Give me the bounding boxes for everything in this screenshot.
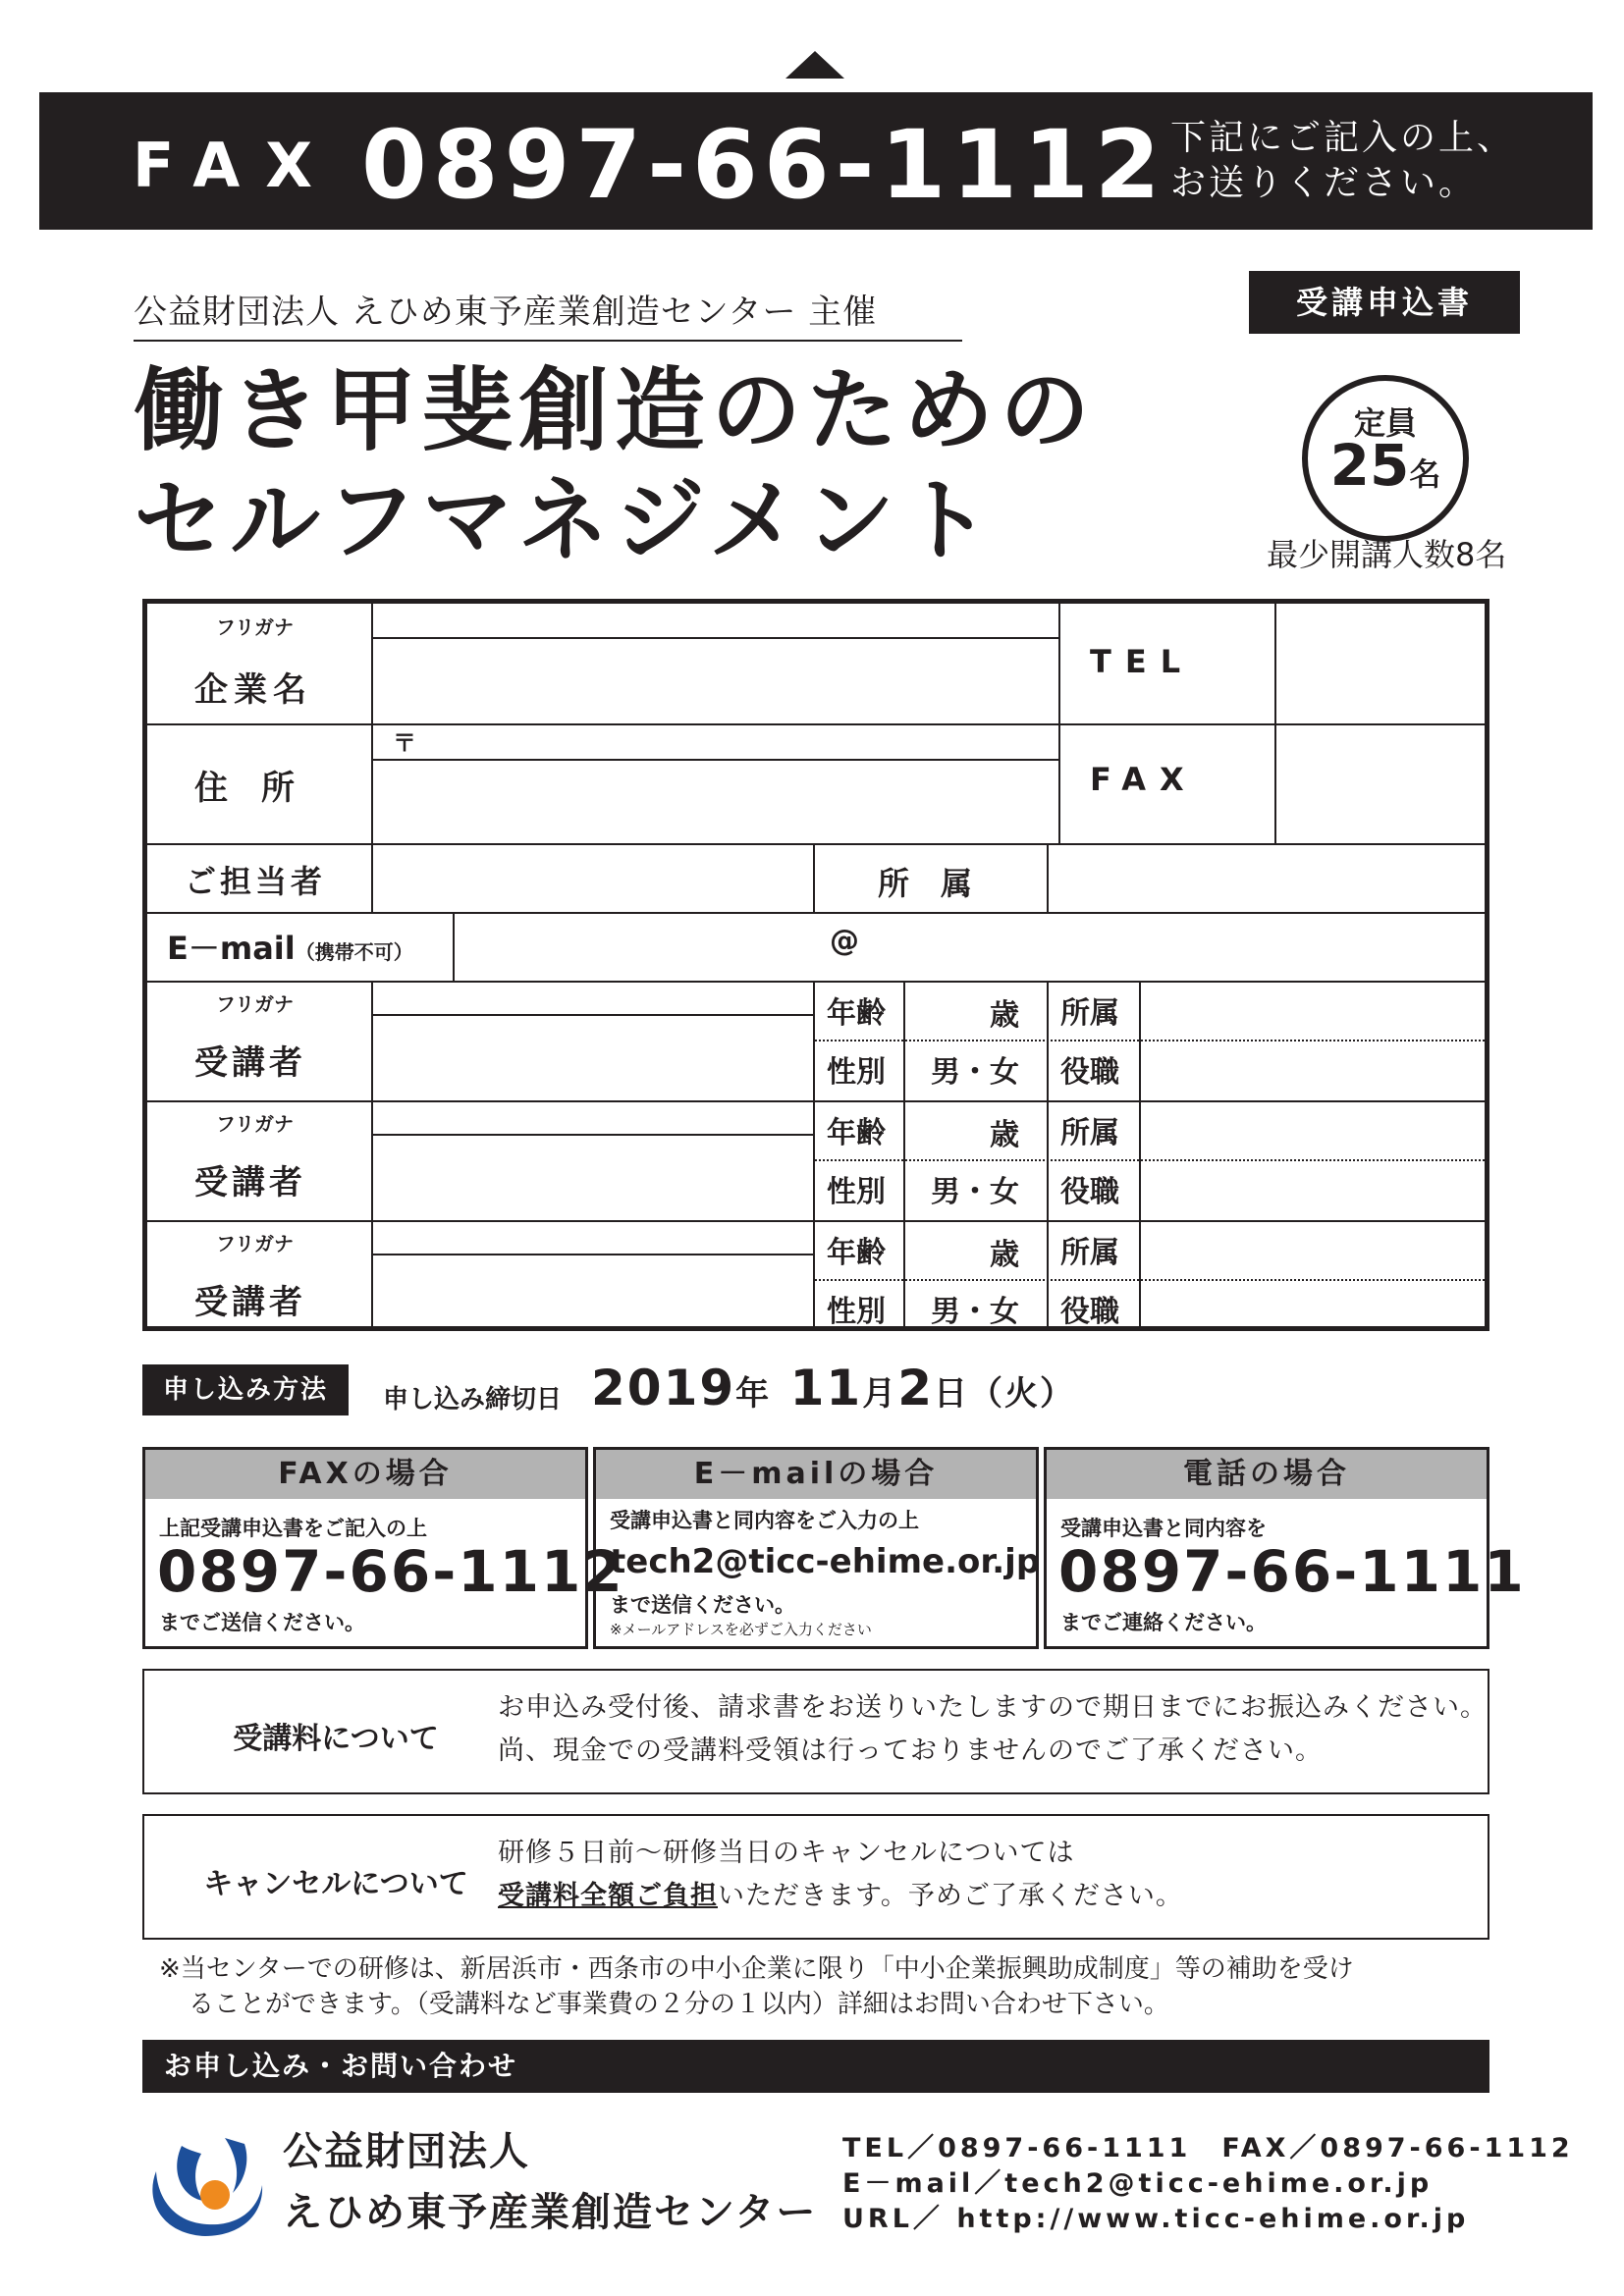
fax-banner-number: 0897-66-1112 [361, 110, 1166, 220]
method-tag: 申し込み方法 [142, 1364, 349, 1415]
fee-line2: 尚、現金での受講料受領は行っておりませんのでご了承ください。 [498, 1735, 1323, 1766]
subsidy-note [159, 1951, 1494, 2022]
at-sign: @ [830, 924, 859, 958]
deadline-day-unit: 日 [933, 1374, 969, 1414]
contact-email[interactable]: E－mail／tech2@ticc-ehime.or.jp [842, 2168, 1434, 2199]
tel-label: TEL [1090, 643, 1195, 680]
email-method-address: tech2@ticc-ehime.or.jp [610, 1542, 1041, 1581]
form-tag: 受講申込書 [1249, 271, 1520, 334]
minimum-capacity: 最少開講人数8名 [1267, 536, 1507, 573]
attendee3-age-unit: 歳 [990, 1238, 1019, 1272]
attendee3-gender-label: 性別 [827, 1295, 886, 1329]
fax-method-number: 0897-66-1112 [157, 1538, 624, 1605]
email-method-box [593, 1447, 1039, 1649]
fee-info [142, 1669, 1489, 1794]
cancel-label: キャンセルについて [203, 1867, 468, 1901]
attendee2-gender-options: 男・女 [931, 1175, 1019, 1209]
attendee2-gender-label: 性別 [827, 1175, 886, 1209]
address-label: 住 所 [194, 769, 295, 808]
contact-person-label: ご担当者 [185, 863, 327, 900]
capacity-unit: 名 [1409, 455, 1441, 493]
organization-name-line1: 公益財団法人 [283, 2129, 530, 2174]
contact-url[interactable]: URL／ http://www.ticc-ehime.or.jp [842, 2204, 1470, 2234]
capacity-badge [1302, 375, 1469, 542]
attendee2-label: 受講者 [194, 1163, 306, 1202]
attendee2-age-unit: 歳 [990, 1118, 1019, 1152]
cancel-line2 [498, 1875, 1183, 1918]
contact-tel-fax: TEL／0897-66-1111 FAX／0897-66-1112 [842, 2133, 1574, 2163]
fax-label: FAX [1090, 761, 1198, 798]
subsidy-note-line1: ※当センターでの研修は、新居浜市・西条市の中小企業に限り「中小企業振興助成制度」等の補助を受け [159, 1954, 1354, 1984]
cancel-emphasis: 受講料全額ご負担 [498, 1881, 718, 1911]
fee-text [498, 1686, 1488, 1773]
cancel-text [498, 1832, 1183, 1918]
fax-method-closing: までご送信ください。 [159, 1611, 365, 1634]
cancel-line1: 研修５日前～研修当日のキャンセルについては [498, 1838, 1075, 1868]
attendee2-position-label: 役職 [1060, 1175, 1119, 1209]
attendee1-gender-options: 男・女 [931, 1055, 1019, 1090]
email-label [167, 924, 413, 969]
furigana-label: フリガナ [216, 615, 294, 639]
contact-bar: お申し込み・お問い合わせ [142, 2040, 1489, 2093]
attendee1-age-unit: 歳 [990, 998, 1019, 1033]
phone-method-header: 電話の場合 [1047, 1450, 1487, 1499]
page-title-line2: セルフマネジメント [134, 468, 998, 573]
attendee3-position-label: 役職 [1060, 1295, 1119, 1329]
deadline-year-unit: 年 [735, 1374, 772, 1414]
deadline-weekday: （火） [968, 1374, 1075, 1414]
email-method-closing: まで送信ください。 [610, 1593, 795, 1617]
capacity-number: 25 [1329, 432, 1410, 499]
deadline-date [591, 1360, 1075, 1416]
attendee2-age-label: 年齢 [827, 1116, 886, 1150]
attendee2-furigana-label: フリガナ [216, 1112, 294, 1136]
fax-banner-label: FAX [133, 130, 339, 201]
phone-method-instruction: 受講申込書と同内容を [1060, 1517, 1267, 1540]
attendee1-affiliation-label: 所属 [1060, 996, 1119, 1031]
attendee3-gender-options: 男・女 [931, 1295, 1019, 1329]
organization-logo-icon [142, 2132, 270, 2240]
attendee3-furigana-label: フリガナ [216, 1232, 294, 1255]
page-title-line1: 働き甲斐創造のための [134, 358, 1097, 463]
fax-banner-note-line1: 下記にご記入の上、 [1170, 118, 1516, 158]
sponsor-line: 公益財団法人 えひめ東予産業創造センター 主催 [134, 285, 962, 342]
capacity-value [1308, 432, 1463, 499]
phone-method-box [1044, 1447, 1526, 1649]
attendee1-age-label: 年齢 [827, 996, 886, 1031]
email-note: （携帯不可） [295, 940, 413, 964]
email-method-header: E－mailの場合 [596, 1450, 1036, 1499]
deadline-day: 2 [897, 1360, 934, 1416]
phone-method-closing: までご連絡ください。 [1060, 1611, 1267, 1634]
attendee1-label: 受講者 [194, 1043, 306, 1083]
fax-method-box [142, 1447, 624, 1649]
cancel-info [142, 1814, 1489, 1940]
email-method-instruction: 受講申込書と同内容をご入力の上 [610, 1509, 919, 1532]
cancel-line2-rest: いただきます。予めご了承ください。 [718, 1881, 1183, 1911]
attendee1-furigana-label: フリガナ [216, 992, 294, 1016]
fax-method-header: FAXの場合 [145, 1450, 585, 1499]
fee-label: 受講料について [233, 1722, 439, 1756]
fax-banner-note-line2: お送りください。 [1170, 163, 1478, 203]
application-form [142, 599, 1489, 1331]
email-label-text: E－mail [167, 930, 296, 967]
fax-banner [39, 92, 1593, 230]
phone-method-number: 0897-66-1111 [1058, 1538, 1526, 1605]
subsidy-note-line2: ることができます。（受講料など事業費の２分の１以内）詳細はお問い合わせ下さい。 [189, 1990, 1169, 2019]
deadline-month: 11 [789, 1360, 863, 1416]
fax-banner-note [1170, 116, 1515, 206]
deadline-month-unit: 月 [862, 1374, 898, 1414]
fax-method-instruction: 上記受講申込書をご記入の上 [159, 1517, 427, 1540]
department-label: 所 属 [878, 865, 973, 902]
attendee1-gender-label: 性別 [827, 1055, 886, 1090]
deadline-year: 2019 [591, 1360, 736, 1416]
attendee3-age-label: 年齢 [827, 1236, 886, 1270]
fee-line1: お申込み受付後、請求書をお送りいたしますので期日までにお振込みください。 [498, 1692, 1488, 1723]
attendee3-affiliation-label: 所属 [1060, 1236, 1119, 1270]
postal-mark: 〒 [393, 729, 416, 757]
deadline-label: 申し込み締切日 [383, 1385, 563, 1415]
attendee3-label: 受講者 [194, 1283, 306, 1322]
email-method-note: ※メールアドレスを必ずご入力ください [610, 1621, 872, 1638]
pointer-triangle-icon [785, 51, 844, 79]
organization-name-line2: えひめ東予産業創造センター [283, 2190, 818, 2235]
attendee2-affiliation-label: 所属 [1060, 1116, 1119, 1150]
attendee1-position-label: 役職 [1060, 1055, 1119, 1090]
company-label: 企業名 [194, 670, 312, 710]
capacity-label: 定員 [1353, 404, 1417, 442]
